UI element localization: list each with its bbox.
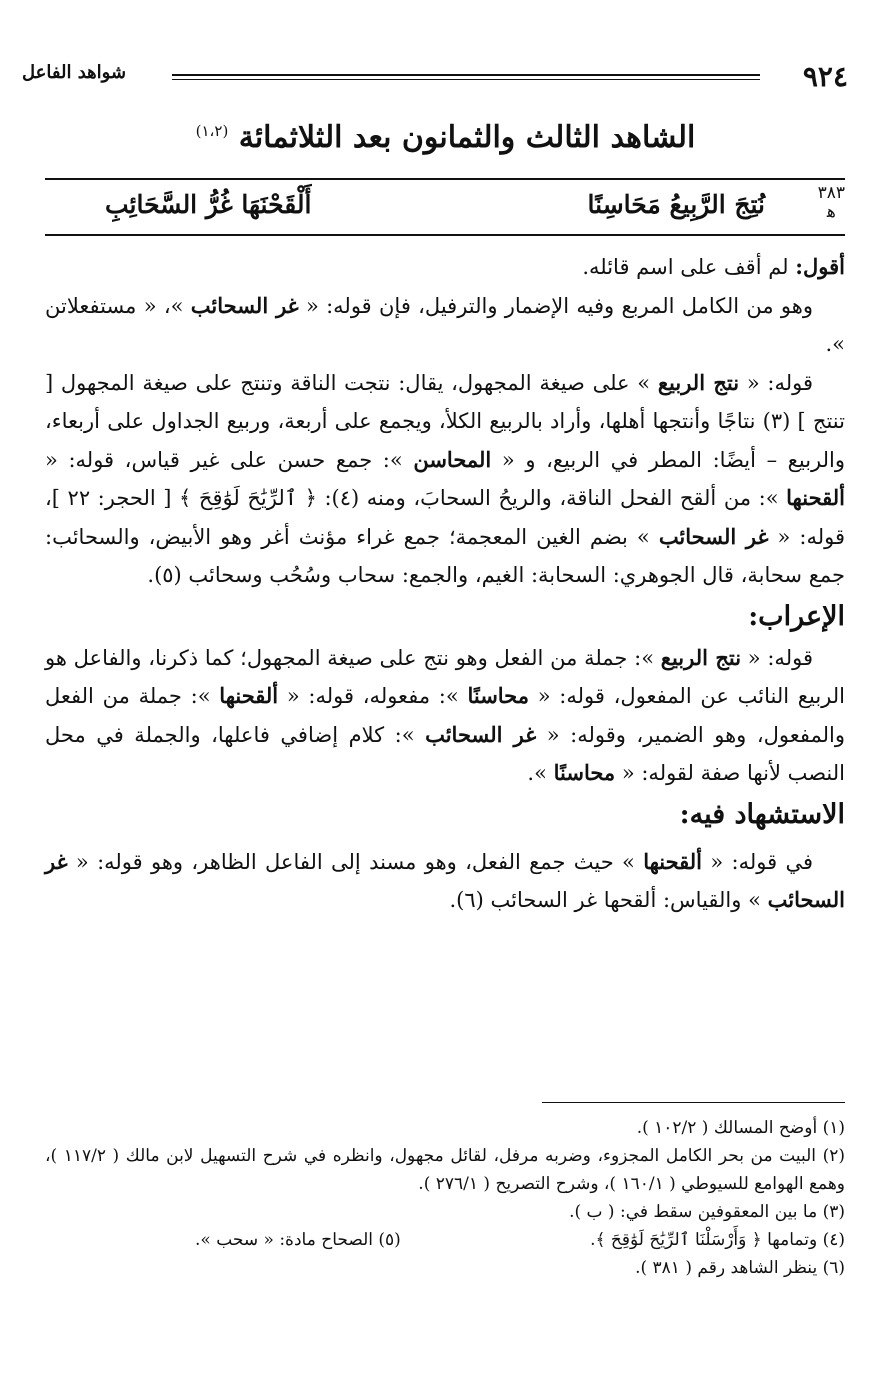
section-title [0,120,891,155]
heading-irab: الإعراب: [748,600,845,632]
footnote-4: (٤) وتمامها ﴿ وَأَرْسَلْنَا ٱلرِّيَٰحَ لَوَٰقِحَ ﴾. [590,1230,845,1250]
text-span: » بضم الغين المعجمة؛ جمع غراء مؤنث أغر وهو الأبيض، والسحائب: جمع سحابة، قال الجوهري: السحابة: الغيم، والجمع: سحاب وسُحُب وسحائب (٥). [45,524,845,587]
verse-number-value: ٣٨٣ [817,183,845,203]
bold-quote: محاسنًا [467,683,529,708]
bold-quote: ألقحنها [643,848,703,874]
text-span: »، « مستفعلاتن ». [45,293,845,356]
footnote-3: (٣) ما بين المعقوفين سقط في: ( ب ). [569,1202,845,1222]
paragraph-lexical [45,364,845,595]
bold-quote: غر السحائب [45,848,845,912]
footnote-6: (٦) ينظر الشاهد رقم ( ٣٨١ ). [635,1258,845,1278]
text-span: ». [527,761,554,785]
bold-quote: ألقحنها [786,485,845,510]
bold-quote: نتج الربيع [657,369,740,395]
page-number: ٩٢٤ [802,60,848,93]
paragraph-irab [45,639,845,793]
text-span: » على صيغة المجهول، يقال: نتجت الناقة وتنتج على صيغة المجهول [ تنتج ] (٣) نتاجًا وأنتجها أهلها، وأراد بالربيع الكلأ، ويجمع على أربعة، وربيع الجداول على أربعاء، والربيع – أيضًا: المطر في الربيع، و « [45,370,845,472]
text-span: وهو من الكامل المربع وفيه الإضمار والترفيل، فإن قوله: « [298,293,813,318]
text-span: قوله: « [739,370,813,395]
footnote-2: (٢) البيت من بحر الكامل المجزوء، وضربه مرفل، لقائل مجهول، وانظره في شرح التسهيل لابن مالك ( ١١٧/٢ )، وهمع الهوامع للسيوطي ( ١٦٠/١ )، وشرح التصريح ( ٢٧٦/١ ). [45,1146,845,1194]
verse-number [818,184,845,221]
bold-quote: غر السحائب [425,721,537,747]
paragraph-meter [45,287,845,364]
text-span: » حيث جمع الفعل، وهو مسند إلى الفاعل الظاهر، وهو قوله: « [67,849,644,874]
text-span: »: مفعوله، قوله: « [278,684,468,708]
bold-quote: غر السحائب [190,292,299,318]
section-title-text: الشاهد الثالث والثمانون بعد الثلاثمائة [238,120,696,155]
bold-quote: نتج الربيع [660,644,742,670]
text-span: »: جملة من الفعل وهو نتج على صيغة المجهول؛ كما ذكرنا، والفاعل هو الربيع النائب عن المفعول، قوله: « [45,645,845,708]
aqul-label: أقول: [795,254,845,279]
footnote-row-4-5 [45,1226,845,1254]
bold-quote: محاسنًا [553,760,616,785]
text-span: »: جمع حسن على غير قياس، قوله: « [45,447,414,472]
commentary [45,248,845,920]
footnotes [45,1114,845,1282]
paragraph-shahid [45,843,845,920]
text-span: في قوله: « [702,849,813,874]
heading-shahid: الاستشهاد فيه: [679,798,845,830]
bold-quote: ألقحنها [219,683,279,708]
verse-number-mark: ﻫ [826,201,836,222]
text-span: »: من ألقح الفحل الناقة، والريحُ السحابَ، ومنه (٤): ﴿ ٱلرِّيَٰحَ لَوَٰقِحَ ﴾ [ الحجر: ٢٢ ]، قوله: « [45,486,845,549]
header-rule-thin [172,79,760,80]
text-span: » والقياس: ألقحها غر السحائب (٦). [449,888,768,912]
running-title: شواهد الفاعل [22,62,127,83]
footnote-5: (٥) الصحاح مادة: « سحب ». [195,1230,401,1250]
bold-quote: غر السحائب [658,523,769,549]
footnote-1: (١) أوضح المسالك ( ١٠٢/٢ ). [636,1118,845,1138]
paragraph-author [45,248,845,287]
text-span: »: كلام إضافي فاعلها، والجملة في محل النصب لأنها صفة لقوله: « [45,722,845,785]
verse-first-hemistich: نُتِجَ الرَّبِيعُ مَحَاسِنًا [587,190,765,219]
bold-quote: المحاسن [413,446,492,472]
verse-box [45,178,845,236]
header-rule [172,74,760,76]
p1-text: لم أقف على اسم قائله. [582,255,796,279]
footnote-separator [542,1102,845,1103]
verse-second-hemistich: أَلْقَحْنَهَا غُرُّ السَّحَائِبِ [105,190,312,219]
page-header [22,60,848,100]
text-span: قوله: « [741,645,813,670]
title-footnote-ref: (١،٢) [195,122,229,140]
text-span: »: جملة من الفعل والمفعول، وهو الضمير، وقوله: « [45,684,845,747]
